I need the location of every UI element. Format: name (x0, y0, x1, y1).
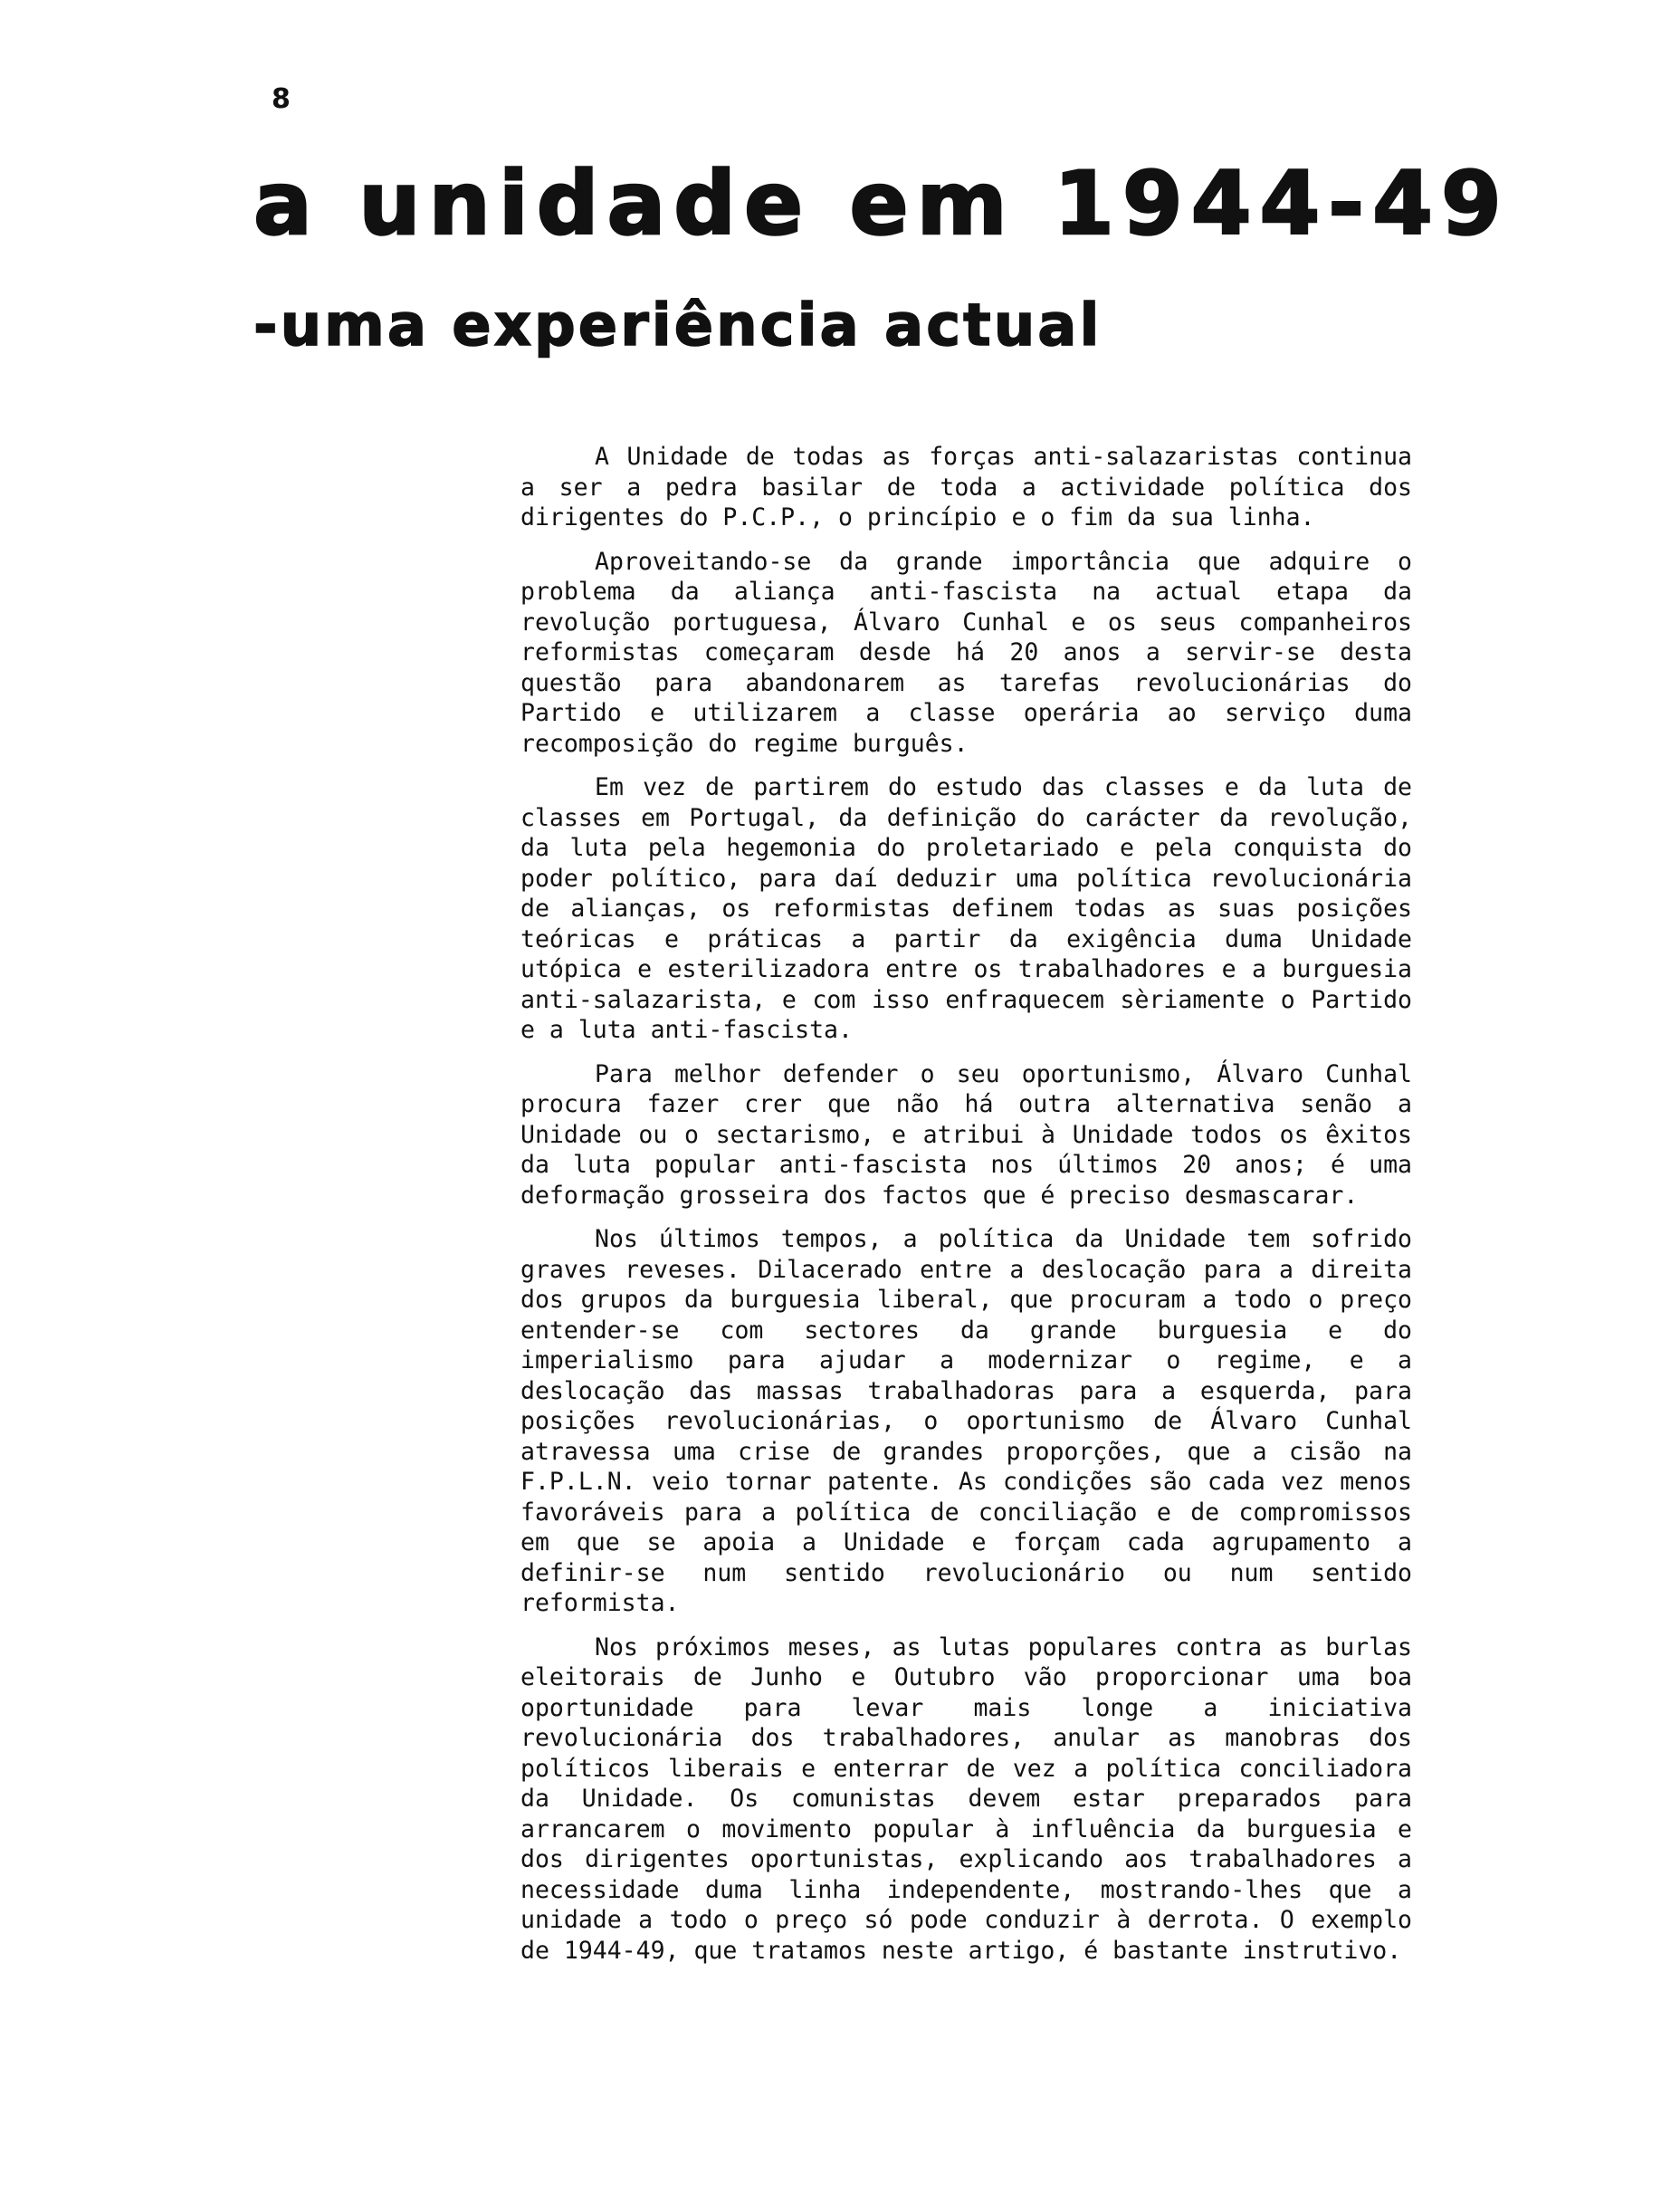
paragraph: Nos últimos tempos, a política da Unidade tem sofrido graves reveses. Dilacerado entre a deslocação para a direita dos grupos da burguesia liberal, que procuram a todo o preço entender-se com sectores da grande burguesia e do imperialismo para ajudar a modernizar o regime, e a deslocação das massas trabalhadoras para a esquerda, para posições revolucionárias, o oportunismo de Álvaro Cunhal atravessa uma crise de grandes proporções, que a cisão na F.P.L.N. veio tornar patente. As condições são cada vez menos favoráveis para a política de conciliação e de compromissos em que se apoia a Unidade e forçam cada agrupamento a definir-se num sentido revolucionário ou num sentido reformista. (520, 1225, 1412, 1617)
article-subtitle: -uma experiência actual (253, 292, 1102, 359)
page-number: 8 (272, 83, 291, 115)
article-title: a unidade em 1944-49 (253, 153, 1510, 254)
paragraph: Para melhor defender o seu oportunismo, Álvaro Cunhal procura fazer crer que não há outra alternativa senão a Unidade ou o sectarismo, e atribui à Unidade todos os êxitos da luta popular anti-fascista nos últimos 20 anos; é uma deformação grosseira dos factos que é preciso desmascarar. (520, 1059, 1412, 1210)
paragraph: A Unidade de todas as forças anti-salazaristas continua a ser a pedra basilar de toda a actividade política dos dirigentes do P.C.P., o princípio e o fim da sua linha. (520, 443, 1412, 531)
paragraph: Aproveitando-se da grande importância que adquire o problema da aliança anti-fascista na actual etapa da revolução portuguesa, Álvaro Cunhal e os seus companheiros reformistas começaram desde há 20 anos a servir-se desta questão para abandonarem as tarefas revolucionárias do Partido e utilizarem a classe operária ao serviço duma recomposição do regime burguês. (520, 547, 1412, 758)
article-body (520, 442, 1412, 1979)
paragraph: Em vez de partirem do estudo das classes e da luta de classes em Portugal, da definição do carácter da revolução, da luta pela hegemonia do proletariado e pela conquista do poder político, para daí deduzir uma política revolucionária de alianças, os reformistas definem todas as suas posições teóricas e práticas a partir da exigência duma Unidade utópica e esterilizadora entre os trabalhadores e a burguesia anti-salazarista, e com isso enfraquecem sèriamente o Partido e a luta anti-fascista. (520, 773, 1412, 1044)
paragraph: Nos próximos meses, as lutas populares contra as burlas eleitorais de Junho e Outubro vão proporcionar uma boa oportunidade para levar mais longe a iniciativa revolucionária dos trabalhadores, anular as manobras dos políticos liberais e enterrar de vez a política conciliadora da Unidade. Os comunistas devem estar preparados para arrancarem o movimento popular à influência da burguesia e dos dirigentes oportunistas, explicando aos trabalhadores a necessidade duma linha independente, mostrando-lhes que a unidade a todo o preço só pode conduzir à derrota. O exemplo de 1944-49, que tratamos neste artigo, é bastante instrutivo. (520, 1632, 1412, 1965)
